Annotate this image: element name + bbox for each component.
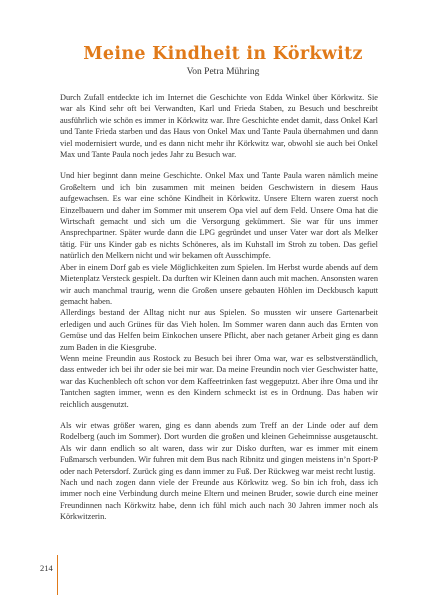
page-title: Meine Kindheit in Körkwitz — [83, 44, 363, 64]
paragraph: Als wir etwas größer waren, ging es dann abends zum Treff an der Linde oder auf dem Rodelberg (auch im Sommer). Dort wurden die großen und kleinen Geheimnisse ausgetauscht. Als wir dann endlich so alt waren, dass wir zur Disko durften, war es immer mit einem Fußmarsch verbunden. Wir fuhren mit dem Bus nach Ribnitz und gingen meistens in’n Sport-P oder nach Petersdorf. Zurück ging es dann immer zu Fuß. Der Rückweg war meist recht lustig. — [60, 420, 378, 476]
paragraph: Und hier beginnt dann meine Geschichte. Onkel Max und Tante Paula waren nämlich meine Großeltern und ich bin zusammen mit meinen beiden Geschwistern in diesem Haus aufgewachsen. Es war eine schöne Kindheit in Körkwitz. Unsere Eltern waren zuerst noch Einzelbauern und daher im Sommer mit unserem Opa viel auf dem Feld. Unsere Oma hat die Wirtschaft gemacht und sich um die Versorgung gekümmert. Sie war für uns immer Ansprechpartner. Später wurde dann die LPG gegründet und unser Vater war dort als Melker tätig. Für uns Kinder gab es nichts Schöneres, als im Kuhstall im Stroh zu toben. Das gefiel natürlich den Melkern nicht und wir bekamen oft Ausschimpfe. — [60, 171, 378, 261]
paragraph: Durch Zufall entdeckte ich im Internet die Geschichte von Edda Winkel über Körkwitz. Sie war als Kind sehr oft bei Verwandten, Karl und Frieda Staben, zu Besuch und beschreibt ausführlich wie schön es immer in Körkwitz war. Ihre Geschichte endet damit, dass Onkel Karl und Tante Frieda starben und das Haus von Onkel Max und Tante Paula übernahmen und dann viel modernisiert wurde, und es dann nicht mehr ihr Körkwitz war, obwohl sie auch bei Onkel Max und Tante Paula noch jedes Jahr zu Besuch war. — [60, 93, 378, 160]
paragraph: Allerdings bestand der Alltag nicht nur aus Spielen. So mussten wir unsere Gartenarbeit erledigen und auch Grünes für das Vieh holen. Im Sommer waren dann auch das Ernten von Gemüse und das Helfen beim Einkochen unsere Pflicht, aber nach getaner Arbeit ging es dann zum Baden in die Kiesgrube. — [60, 308, 378, 352]
paragraph: Wenn meine Freundin aus Rostock zu Besuch bei ihrer Oma war, war es selbstverständlich, dass entweder ich bei ihr oder sie bei mir war. Da meine Freundin noch vier Geschwister hatte, war das Kuchenblech oft schon vor dem Kaffeetrinken fast weggeputzt. Aber ihre Oma und ihr Tantchen sagten immer, wenn es den Kindern schmeckt ist es in Ordnung. Das haben wir reichlich ausgenutzt. — [60, 353, 378, 409]
page-number: 214 — [40, 563, 53, 573]
author-line: Von Petra Mühring — [186, 67, 260, 77]
footer-accent-line — [57, 555, 58, 595]
article-body — [60, 92, 378, 523]
paragraph: Nach und nach zogen dann viele der Freunde aus Körkwitz weg. So bin ich froh, dass ich immer noch eine Verbindung durch meine Eltern und meinen Bruder, sowie durch eine meiner Freundinnen nach Körkwitz habe, denn ich fühl mich auch nach 30 Jahren immer noch als Körkwitzerin. — [60, 478, 378, 522]
paragraph: Aber in einem Dorf gab es viele Möglichkeiten zum Spielen. Im Herbst wurde abends auf dem Mietenplatz Versteck gespielt. Da durften wir Kleinen dann auch mit machen. Ansonsten waren wir auch manchmal traurig, wenn die Großen unsere gebauten Höhlen im Deckbusch kaputt gemacht haben. — [60, 262, 378, 306]
